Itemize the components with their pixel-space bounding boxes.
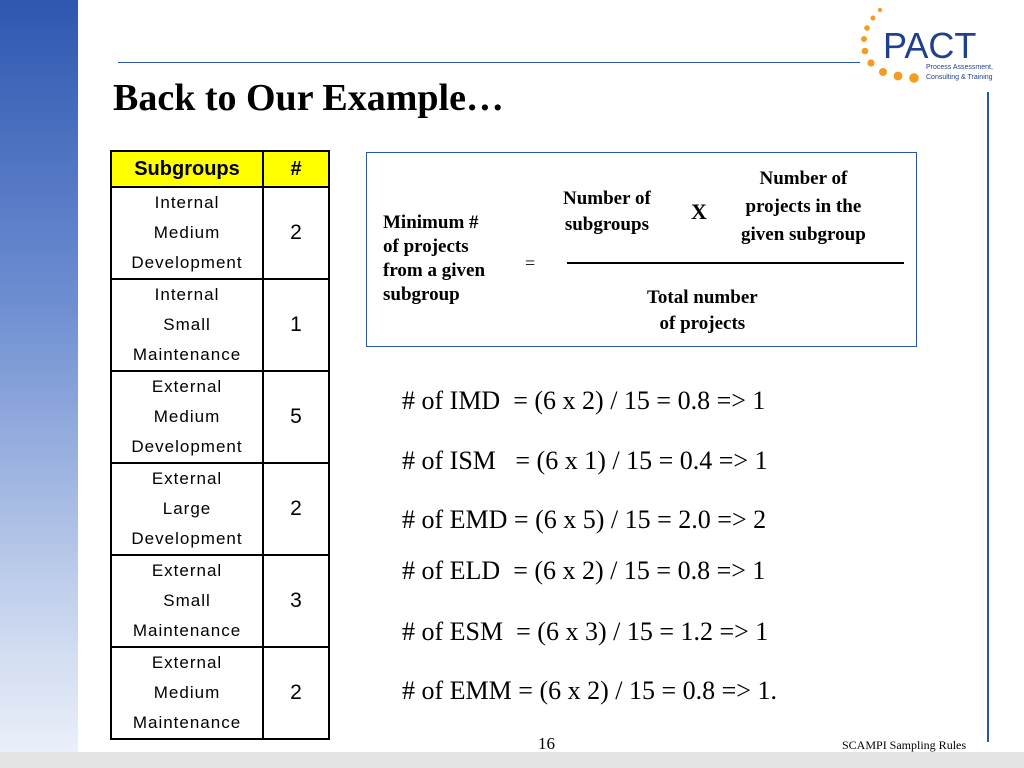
logo-tagline-2: Consulting & Training <box>926 74 993 81</box>
top-divider <box>118 62 860 63</box>
fraction-bar <box>567 262 904 264</box>
name-line: Medium <box>153 407 221 426</box>
subgroup-count: 3 <box>263 555 329 647</box>
left-gradient-bar <box>0 0 78 768</box>
calculation-line: # of EMD = (6 x 5) / 15 = 2.0 => 2 <box>402 505 767 534</box>
name-line: External <box>151 653 223 672</box>
subgroup-name <box>111 187 263 279</box>
name-line: Internal <box>154 193 220 212</box>
formula-numerator-line: Number of <box>563 188 651 209</box>
formula-denominator-line: of projects <box>659 313 746 334</box>
name-line: Maintenance <box>132 345 242 364</box>
formula-lhs <box>383 211 485 307</box>
table-row <box>111 555 329 647</box>
formula-numerator-line: Number of <box>759 168 848 189</box>
logo-tagline-1: Process Assessment, <box>926 64 993 71</box>
formula-denominator <box>647 285 758 337</box>
formula-lhs-line: from a given <box>383 260 486 281</box>
subgroup-name <box>111 371 263 463</box>
table-row <box>111 187 329 279</box>
table-row <box>111 463 329 555</box>
right-divider <box>987 92 989 742</box>
table-row <box>111 279 329 371</box>
subgroup-name <box>111 279 263 371</box>
name-line: Small <box>163 315 211 334</box>
formula-times: X <box>691 199 707 224</box>
subgroup-name <box>111 647 263 739</box>
formula-numerator-line: projects in the <box>745 196 862 217</box>
calculation-line: # of ELD = (6 x 2) / 15 = 0.8 => 1 <box>402 556 766 585</box>
subgroup-count: 2 <box>263 463 329 555</box>
formula-denominator-line: Total number <box>647 287 758 308</box>
table-header-row <box>111 151 329 187</box>
subgroup-count: 1 <box>263 279 329 371</box>
name-line: Medium <box>153 223 221 242</box>
slide-title: Back to Our Example… <box>113 77 504 119</box>
subgroup-count: 5 <box>263 371 329 463</box>
subgroup-count: 2 <box>263 187 329 279</box>
name-line: External <box>151 377 223 396</box>
calculation-line: # of IMD = (6 x 2) / 15 = 0.8 => 1 <box>402 386 766 415</box>
name-line: Large <box>162 499 212 518</box>
header-count: # <box>263 151 329 187</box>
name-line: Small <box>163 591 211 610</box>
formula-equals: = <box>525 253 536 273</box>
formula-lhs-line: of projects <box>383 236 469 257</box>
pact-logo <box>856 6 1024 92</box>
formula-numerator-subgroups <box>563 186 651 238</box>
formula-numerator-line: given subgroup <box>741 224 866 245</box>
name-line: Maintenance <box>132 713 242 732</box>
formula-box <box>366 152 917 347</box>
name-line: Development <box>131 529 243 548</box>
calculation-line: # of ISM = (6 x 1) / 15 = 0.4 => 1 <box>402 446 768 475</box>
name-line: Internal <box>154 285 220 304</box>
formula-numerator-line: subgroups <box>564 214 649 235</box>
header-subgroups: Subgroups <box>111 151 263 187</box>
name-line: External <box>151 561 223 580</box>
logo-name: PACT <box>883 25 977 66</box>
formula-numerator-projects <box>741 165 866 249</box>
name-line: Maintenance <box>132 621 242 640</box>
table-row <box>111 647 329 739</box>
subgroup-name <box>111 555 263 647</box>
name-line: Development <box>131 253 243 272</box>
calculation-line: # of EMM = (6 x 2) / 15 = 0.8 => 1. <box>402 676 777 705</box>
footer-label: SCAMPI Sampling Rules <box>842 738 967 752</box>
formula-lhs-line: Minimum # <box>383 212 479 233</box>
subgroup-name <box>111 463 263 555</box>
subgroups-table <box>110 150 330 740</box>
subgroup-count: 2 <box>263 647 329 739</box>
name-line: Medium <box>153 683 221 702</box>
name-line: Development <box>131 437 243 456</box>
page-number: 16 <box>538 734 555 753</box>
footer-band <box>0 752 1024 768</box>
calculation-line: # of ESM = (6 x 3) / 15 = 1.2 => 1 <box>402 617 769 646</box>
formula-lhs-line: subgroup <box>383 284 460 305</box>
table-row <box>111 371 329 463</box>
name-line: External <box>151 469 223 488</box>
